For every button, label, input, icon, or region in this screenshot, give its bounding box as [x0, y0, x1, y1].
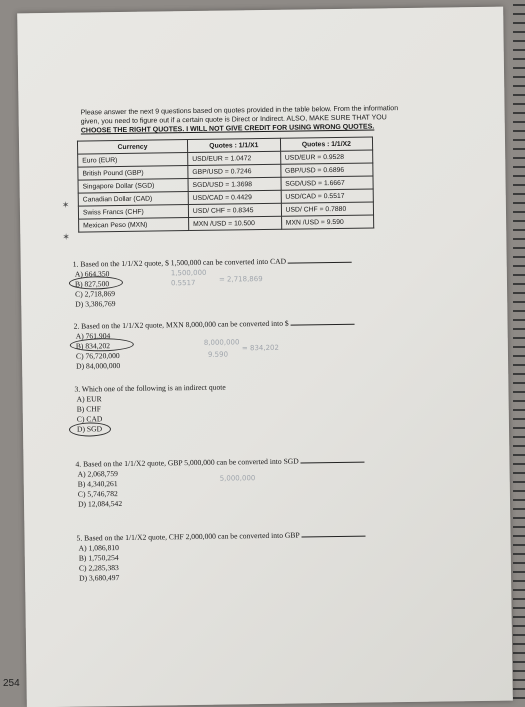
worksheet-page: [17, 7, 513, 707]
option: B) 827,500: [74, 279, 110, 289]
handwritten-note: 1,500,000: [170, 268, 207, 278]
answer-blank: [301, 529, 365, 538]
table-cell: GBP/USD = 0.7246: [188, 164, 281, 178]
question-text: 1. Based on the 1/1/X2 quote, $ 1,500,000 can be converted into CAD: [72, 256, 287, 269]
table-cell: USD/CAD = 0.5517: [281, 189, 374, 203]
spiral-binding: [513, 0, 525, 700]
option: D) 3,680,497: [79, 573, 120, 583]
quotes-table: [77, 136, 374, 232]
table-cell: USD/EUR = 0.9528: [280, 150, 373, 164]
option: C) CAD: [76, 414, 103, 424]
instructions-line-3: CHOOSE THE RIGHT QUOTES. I WILL NOT GIVE CREDIT FOR USING WRONG QUOTES.: [80, 123, 375, 135]
table-cell: SGD/USD = 1.3698: [188, 177, 281, 191]
answer-blank: [290, 317, 354, 326]
question-5: [76, 529, 365, 584]
star-mark-icon: ✶: [61, 199, 70, 210]
answer-circle: [69, 422, 111, 437]
option: C) 2,285,383: [78, 563, 119, 573]
table-cell: SGD/USD = 1.6667: [281, 176, 374, 190]
option: A) EUR: [76, 394, 102, 404]
table-cell: Mexican Peso (MXN): [79, 218, 189, 233]
table-cell: MXN /USD = 10.500: [188, 216, 281, 230]
handwritten-note: = 2,718,869: [218, 275, 263, 284]
question-text: 3. Which one of the following is an indirect quote: [74, 382, 226, 394]
handwritten-note: 5,000,000: [219, 474, 256, 483]
page-number: 254: [3, 678, 20, 689]
option: A) 1,086,810: [78, 543, 120, 553]
column-header: Quotes : 1/1/X1: [187, 138, 280, 152]
table-cell: Euro (EUR): [78, 153, 188, 168]
table-cell: USD/ CHF = 0.8345: [188, 203, 281, 217]
star-mark-icon: ✶: [62, 231, 70, 242]
option: B) 1,750,254: [78, 553, 119, 563]
table-cell: USD/EUR = 1.0472: [188, 151, 281, 165]
option: B) CHF: [76, 404, 102, 414]
option: B) 834,202: [75, 341, 111, 351]
table-cell: MXN /USD = 9.590: [281, 215, 374, 229]
option: C) 76,720,000: [75, 351, 120, 361]
table-row: [79, 215, 374, 232]
option: D) 12,084,542: [77, 499, 123, 509]
option: A) 2,068,759: [77, 469, 118, 479]
option: D) SGD: [76, 424, 103, 434]
question-text: 4. Based on the 1/1/X2 quote, GBP 5,000,000 can be converted into SGD: [75, 456, 299, 469]
table-cell: GBP/USD = 0.6896: [280, 163, 373, 177]
handwritten-note: 8,000,000: [203, 338, 240, 347]
handwritten-note: = 834,202: [241, 343, 279, 353]
question-text: 5. Based on the 1/1/X2 quote, CHF 2,000,000 can be converted into GBP: [76, 530, 300, 543]
table-cell: USD/ CHF = 0.7880: [281, 202, 374, 216]
option: D) 84,000,000: [76, 361, 121, 371]
option: A) 664,350: [74, 269, 110, 279]
handwritten-note: 0.5517: [170, 278, 196, 288]
question-text: 2. Based on the 1/1/X2 quote, MXN 8,000,000 can be converted into $: [73, 318, 289, 331]
option: D) 3,386,769: [75, 299, 116, 309]
table-cell: Singapore Dollar (SGD): [78, 179, 188, 194]
instructions: [81, 103, 481, 136]
table-cell: Swiss Francs (CHF): [78, 205, 188, 220]
instructions-line-1: Please answer the next 9 questions based on quotes provided in the table below. From the information: [80, 105, 399, 117]
table-cell: British Pound (GBP): [78, 166, 188, 181]
column-header: Quotes : 1/1/X2: [280, 137, 373, 151]
option: C) 5,746,782: [77, 489, 118, 499]
option: A) 761,904: [75, 331, 111, 341]
column-header: Currency: [77, 140, 187, 155]
instructions-line-2: given, you need to figure out if a certain quote is Direct or Indirect. ALSO, MAKE SURE THAT YOU: [80, 114, 387, 126]
option: B) 4,340,261: [77, 479, 118, 489]
table-cell: Canadian Dollar (CAD): [78, 192, 188, 207]
option: C) 2,718,869: [75, 289, 116, 299]
table-cell: USD/CAD = 0.4429: [188, 190, 281, 204]
handwritten-note: 9.590: [207, 350, 229, 359]
answer-blank: [301, 455, 365, 464]
answer-blank: [288, 255, 352, 264]
